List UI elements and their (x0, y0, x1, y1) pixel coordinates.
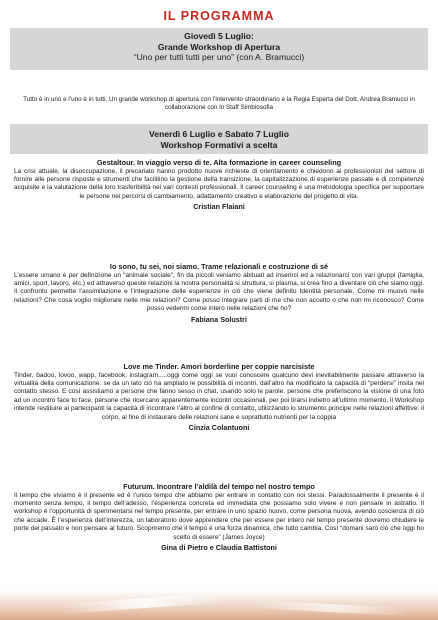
opening-day-date: Giovedì 5 Luglio: (184, 31, 254, 41)
opening-workshop-title: Grande Workshop di Apertura (157, 41, 281, 52)
training-days-band (10, 124, 428, 154)
workshop-futurum (14, 482, 424, 552)
opening-day-band (10, 28, 428, 70)
light-streak (60, 592, 230, 614)
workshop-description: Il tempo che viviamo è il presente ed è l’unico tempo che abbiamo per entrare in contatto con noi stessi. Paradossalmente il presente è il momento senza tempo, il tempo dell’adesso, l’esperienza concreta ed immediata che possiamo solo vivere e non pensare in astratto. Il workshop è l’opportunità di sperimentarsi nel tempo presente, per entrare in uno spazio nuovo, come persona nuova, avendo coscienza di ciò che accade. È l’esperienza dell’interezza, un laboratorio dove apprendere che per essere per intero nel tempo presente dovremo chiudere le porte del passato e non pensare al futuro. Scopriremo che il tempo è una forza dinamica, che tutto cambia. Così “domani sarò ciò che oggi ho scelto di essere” (James Joyce) (14, 491, 424, 541)
workshop-author: Cinzia Colantuoni (188, 422, 250, 432)
opening-intro-text: Tutto è in uno e l’uno è in tutti. Un grande workshop di apertura con l’intervento straordinario e la Regia Esperta del Dott. Andrea Bramucci in collaborazione con lo Staff Simbiosofia (23, 96, 415, 112)
workshop-io-sono (14, 262, 424, 324)
decorative-footer-band (0, 590, 438, 620)
page-title: IL PROGRAMMA (163, 9, 275, 23)
training-days-title: Workshop Formativi a scelta (160, 139, 278, 150)
workshop-author: Gina di Pietro e Claudia Battistoni (161, 542, 277, 552)
workshop-love-me-tinder (14, 362, 424, 432)
training-days-date: Venerdì 6 Luglio e Sabato 7 Luglio (149, 129, 289, 139)
workshop-description: Tinder, badoo, lovoo, wapp, facebook, instagram.....oggi come oggi se vuoi conoscere qualcuno devi inevitabilmente passare attraverso la virtualità della comunicazione: se da un lato ciò ha ampliato le possibilità di incontri, dall’altro ha modificato la capacità di “perdersi” insita nel contatto stesso. E così assistiamo a persone che fanno sesso in chat, usando solo le parole, persone che preferiscono la visione di una foto ad un incontro face to face, persone che ricercano apparentemente incontri occasionali, per poi tirarsi indietro all’ultimo momento, il Workshop intende restituire ai partecipanti la capacità di incontrare l’altro al confine di contatto, utilizzando lo strumento principe nelle relazioni affettive: il corpo, al fine di instaurare delle relazioni sane e soprattutto nutrienti per la coppia (14, 371, 424, 421)
workshop-title: Gestaltour. In viaggio verso di te. Alta formazione in career counseling (96, 158, 342, 167)
workshop-description: La crisi attuale, la disoccupazione, il precariato hanno prodotto nuove richieste di orientamento e chiedono ai professionisti del settore di fornire alle persone risposte e strumenti che facilitino la gestione della transizione, la capitalizzazione di esperienze passate e di competenze acquisite e la valutazione della loro trasferibilità nei vari contesti professionali. Il career counseling è una metodologia specifica per supportare le persone nei percorsi di cambiamento, adattamento creativo e elaborazione del progetto di vita. (14, 167, 424, 200)
workshop-title: Futurum. Incontrare l’aldilà del tempo nel nostro tempo (123, 482, 315, 491)
workshop-gestaltour (14, 158, 424, 212)
workshop-title: Io sono, tu sei, noi siamo. Trame relazionali e costruzione di sé (109, 262, 329, 271)
workshop-title: Love me Tinder. Amori borderline per coppie narcisiste (123, 362, 315, 371)
workshop-author: Fabiana Solustri (191, 314, 247, 324)
light-streak (250, 600, 410, 616)
workshop-author: Cristian Flaiani (193, 202, 245, 212)
opening-workshop-subtitle: “Uno per tutti tutti per uno” (con A. Bramucci) (133, 52, 305, 62)
workshop-description: L’essere umano è per definizione un “animale sociale”, fin da piccoli veniamo abituati ad inserirci ed a relazionarci con vari gruppi (famiglia, amici, sport, lavoro, etc.) ed attraverso queste relazioni la nostra personalità si struttura, si plasma, si crea fino a diventare ciò che siamo oggi. Il confronto permette l’assimilazione e l’integrazione delle esperienze in ciò che viene definito Identità personale. Come mi muovo nelle relazioni? Che cosa voglio migliorare nelle mie relazioni? Come posso integrare parti di me che non accetto o che non mi riconosco? Come posso vedermi come intero nelle relazioni che ho? (14, 271, 424, 313)
